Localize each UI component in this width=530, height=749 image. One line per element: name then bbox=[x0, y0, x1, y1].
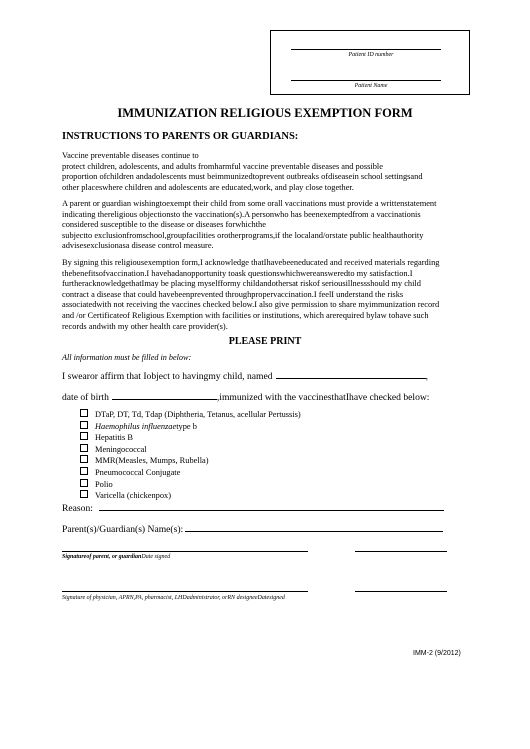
patient-id-label: Patient ID number bbox=[348, 52, 394, 58]
all-info-note: All information must be filled in below: bbox=[62, 353, 192, 362]
parent-date-line[interactable] bbox=[355, 551, 447, 552]
reason-field[interactable] bbox=[99, 501, 444, 511]
vaccine-checkbox[interactable] bbox=[80, 432, 88, 440]
vaccine-checkbox[interactable] bbox=[80, 479, 88, 487]
affirm-text: I swearor affirm that Iobject to havingmy child, named bbox=[62, 371, 273, 382]
vaccine-item: MMR(Measles, Mumps, Rubella) bbox=[80, 455, 301, 467]
vaccine-item: Haemophilus influenzaetype b bbox=[80, 421, 301, 433]
physician-date-line[interactable] bbox=[355, 591, 447, 592]
parent-signature-line[interactable] bbox=[62, 551, 308, 552]
vaccine-checkbox[interactable] bbox=[80, 490, 88, 498]
vaccine-checklist bbox=[80, 409, 301, 502]
vaccine-checkbox[interactable] bbox=[80, 409, 88, 417]
parent-name-row bbox=[62, 522, 443, 535]
parent-name-label: Parent(s)/Guardian(s) Name(s): bbox=[62, 524, 184, 535]
reason-label: Reason: bbox=[62, 503, 93, 514]
affirm-comma: , bbox=[425, 371, 428, 382]
paragraph-exemption: A parent or guardian wishingtoexempt their child from some orall vaccinations must provide a writtenstatement indicating thereligious objectionsto the vaccination(s).A personwho has beenexemptedfrom a vaccinationis considered susceptible to the disease or diseases forwhichthe subjectto exclusionfromschool,groupfacilities orotherprograms,if the localand/orstate public healthauthority advisesexclusionasa disease control measure. bbox=[62, 199, 437, 251]
dob-field[interactable] bbox=[112, 390, 217, 400]
dob-rest-text: ,immunized with the vaccinesthatIhave checked below: bbox=[216, 392, 430, 403]
vaccine-item: DTaP, DT, Td, Tdap (Diphtheria, Tetanus, acellular Pertussis) bbox=[80, 409, 301, 421]
form-number: IMM-2 (9/2012) bbox=[413, 650, 461, 657]
child-name-field[interactable] bbox=[276, 369, 426, 379]
instructions-heading: INSTRUCTIONS TO PARENTS OR GUARDIANS: bbox=[62, 131, 299, 142]
patient-info-box bbox=[270, 30, 470, 95]
physician-signature-line[interactable] bbox=[62, 591, 308, 592]
dob-label: date of birth bbox=[62, 392, 109, 403]
affirm-row bbox=[62, 369, 428, 382]
paragraph-intro: Vaccine preventable diseases continue to protect children, adolescents, and adults fromharmful vaccine preventable diseases and possible proportion ofchildren andadolescents must beimmunizedtoprevent outbreaks ofdiseasein school settingsand other placeswhere children and adolescents are educated,work, and play close together. bbox=[62, 151, 423, 192]
paragraph-acknowledgement: By signing this religiousexemption form,I acknowledge thatIhavebeeneducated and received materials regarding thebenefitsofvaccination.I havehadanopportunity toask questionswhichwereansweredto my satisfaction.I furtheracknowledgethatImay be placing myselfformy childandothersat riskof seriousillnessshould my child contract a disease that could havebeenprevented throughpropervaccination.I feelI understand the risks associatedwith not receiving the vaccines checked below.I also give permission to share myimmunization record and /or Certificateof Religious Exemption with facilities or institutions, which arerequired bylaw tohave such records andwith my other health care provider(s). bbox=[62, 258, 440, 331]
patient-name-line[interactable] bbox=[291, 80, 441, 81]
vaccine-item: Meningococcal bbox=[80, 444, 301, 456]
reason-row bbox=[62, 501, 444, 514]
patient-name-label: Patient Name bbox=[354, 83, 388, 89]
dob-row bbox=[62, 390, 429, 403]
vaccine-item: Polio bbox=[80, 479, 301, 491]
patient-id-line[interactable] bbox=[291, 49, 441, 50]
vaccine-item: Varicella (chickenpox) bbox=[80, 490, 301, 502]
vaccine-checkbox[interactable] bbox=[80, 455, 88, 463]
vaccine-item: Hepatitis B bbox=[80, 432, 301, 444]
vaccine-checkbox[interactable] bbox=[80, 444, 88, 452]
please-print-heading: PLEASE PRINT bbox=[228, 336, 302, 347]
parent-name-field[interactable] bbox=[185, 522, 443, 532]
form-title: IMMUNIZATION RELIGIOUS EXEMPTION FORM bbox=[117, 106, 413, 120]
vaccine-checkbox[interactable] bbox=[80, 467, 88, 475]
vaccine-item: Pneumococcal Conjugate bbox=[80, 467, 301, 479]
parent-signature-label: Signatureof parent, or guardianDate signed bbox=[62, 554, 171, 560]
physician-signature-label: Signature of physician, APRN,PA, pharmacist, LHDadministrator, orRN designeeDatesigned bbox=[62, 595, 285, 601]
vaccine-checkbox[interactable] bbox=[80, 421, 88, 429]
